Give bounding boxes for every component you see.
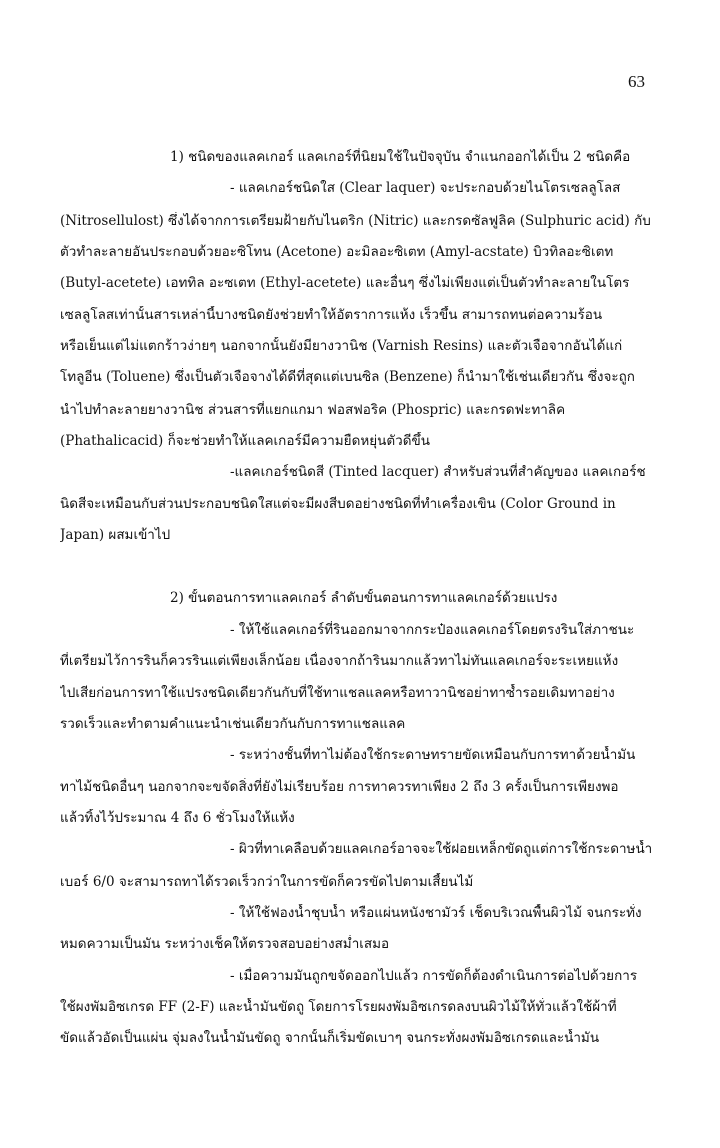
text-line: -แลคเกอร์ชนิดสี (Tinted lacquer) สำหรับส่วนที่สำคัญของ แลคเกอร์ช bbox=[230, 464, 646, 480]
text-line: - ผิวที่ทาเคลือบด้วยแลคเกอร์อาจจะใช้ฝอยเหล็กขัดถูแต่การใช้กระดาษน้ำ bbox=[230, 841, 653, 857]
text-line: 2) ขั้นตอนการทาแลคเกอร์ ลำดับขั้นตอนการทาแลคเกอร์ด้วยแปรง bbox=[170, 590, 558, 606]
text-line: หมดความเป็นมัน ระหว่างเช็คให้ตรวจสอบอย่างสม่ำเสมอ bbox=[60, 936, 390, 952]
text-line: หรือเย็นแต่ไม่แตกร้าวง่ายๆ นอกจากนั้นยังมียางวานิช (Varnish Resins) และตัวเจือจากอันได้แก่ bbox=[60, 338, 623, 354]
text-line: รวดเร็วและทำตามคำแนะนำเช่นเดียวกันกับการทาแชลแลค bbox=[60, 716, 406, 732]
text-line: ทาไม้ชนิดอื่นๆ นอกจากจะขจัดสิ่งที่ยังไม่เรียบร้อย การทาควรทาเพียง 2 ถึง 3 ครั้งเป็นการเพียงพอ bbox=[60, 779, 619, 795]
text-line: (Phathalicacid) ก็จะช่วยทำให้แลคเกอร์มีความยืดหยุ่นตัวดีขึ้น bbox=[60, 433, 430, 449]
text-line: เซลลูโลสเท่านั้นสารเหล่านี้บางชนิดยังช่วยทำให้อัตราการแห้ง เร็วขึ้น สามารถทนต่อความร้อน bbox=[60, 307, 603, 323]
text-line: ตัวทำละลายอันประกอบด้วยอะซิโทน (Acetone) อะมิลอะซิเตท (Amyl-acstate) บิวทิลอะซิเตท bbox=[60, 244, 614, 260]
text-line: (Butyl-acetete) เอททิล อะซเตท (Ethyl-acetete) และอื่นๆ ซึ่งไม่เพียงแต่เป็นตัวทำละลายในโตร bbox=[60, 275, 630, 291]
text-line: เบอร์ 6/0 จะสามารถทาได้รวดเร็วกว่าในการขัดก็ควรขัดไปตามเสี้ยนไม้ bbox=[60, 874, 474, 890]
text-line: - ให้ใช้ฟองน้ำชุบน้ำ หรือแผ่นหนังชามัวร์ เช็ดบริเวณพื้นผิวไม้ จนกระทั่ง bbox=[230, 905, 642, 921]
text-line: ขัดแล้วอัดเป็นแผ่น จุ่มลงในน้ำมันขัดถู จากนั้นก็เริ่มขัดเบาๆ จนกระทั่งผงพัมอิซเกรดและน้ำมัน bbox=[60, 1030, 600, 1046]
text-line: นิดสีจะเหมือนกับส่วนประกอบชนิดใสแต่จะมีผงสีบดอย่างชนิดที่ทำเครื่องเขิน (Color Ground in bbox=[60, 496, 616, 512]
text-line: Japan) ผสมเข้าไป bbox=[60, 527, 171, 543]
text-line: 1) ชนิดของแลคเกอร์ แลคเกอร์ที่นิยมใช้ในปัจจุบัน จำแนกออกได้เป็น 2 ชนิดคือ bbox=[170, 149, 631, 165]
text-line: ที่เตรียมไว้การรินก็ควรรินแต่เพียงเล็กน้อย เนื่องจากถ้ารินมากแล้วทาไม่ทันแลคเกอร์จะระเหยแห้ง bbox=[60, 653, 619, 669]
text-line: - แลคเกอร์ชนิดใส (Clear laquer) จะประกอบด้วยไนโตรเซลลูโลส bbox=[230, 180, 621, 196]
text-line: (Nitrosellulost) ซึ่งได้จากการเตรียมฝ้ายกับไนตริก (Nitric) และกรดซัลฟูลิค (Sulphuric acid) กับ bbox=[60, 213, 651, 229]
text-line: ไปเสียก่อนการทาใช้แปรงชนิดเดียวกันกับที่ใช้ทาแชลแลคหรือทาวานิชอย่าทาซ้ำรอยเดิมทาอย่าง bbox=[60, 685, 615, 701]
text-line: - ให้ใช้แลคเกอร์ที่รินออกมาจากกระป๋องแลคเกอร์โดยตรงรินใส่ภาชนะ bbox=[230, 622, 635, 638]
text-line: - ระหว่างชั้นที่ทาไม่ต้องใช้กระดาษทรายขัดเหมือนกับการทาด้วยน้ำมัน bbox=[230, 747, 636, 763]
page-number: 63 bbox=[628, 72, 645, 91]
text-line: โทลูอีน (Toluene) ซึ่งเป็นตัวเจือจางได้ดีที่สุดแต่เบนซิล (Benzene) ก็นำมาใช้เช่นเดียวกัน ซึ่งจะถูก bbox=[60, 369, 635, 385]
text-line: ใช้ผงพัมอิซเกรด FF (2-F) และน้ำมันขัดถู โดยการโรยผงพัมอิซเกรดลงบนผิวไม้ให้ทั่วแล้วใช้ผ้าที่ bbox=[60, 999, 617, 1015]
text-line: - เมื่อความมันถูกขจัดออกไปแล้ว การขัดก็ต้องดำเนินการต่อไปด้วยการ bbox=[230, 968, 638, 984]
text-line: แล้วทิ้งไว้ประมาณ 4 ถึง 6 ชั่วโมงให้แห้ง bbox=[60, 810, 295, 826]
text-line: นำไปทำละลายยางวานิช ส่วนสารที่แยกแกมา ฟอสฟอริค (Phospric) และกรดฟะทาลิค bbox=[60, 402, 566, 418]
